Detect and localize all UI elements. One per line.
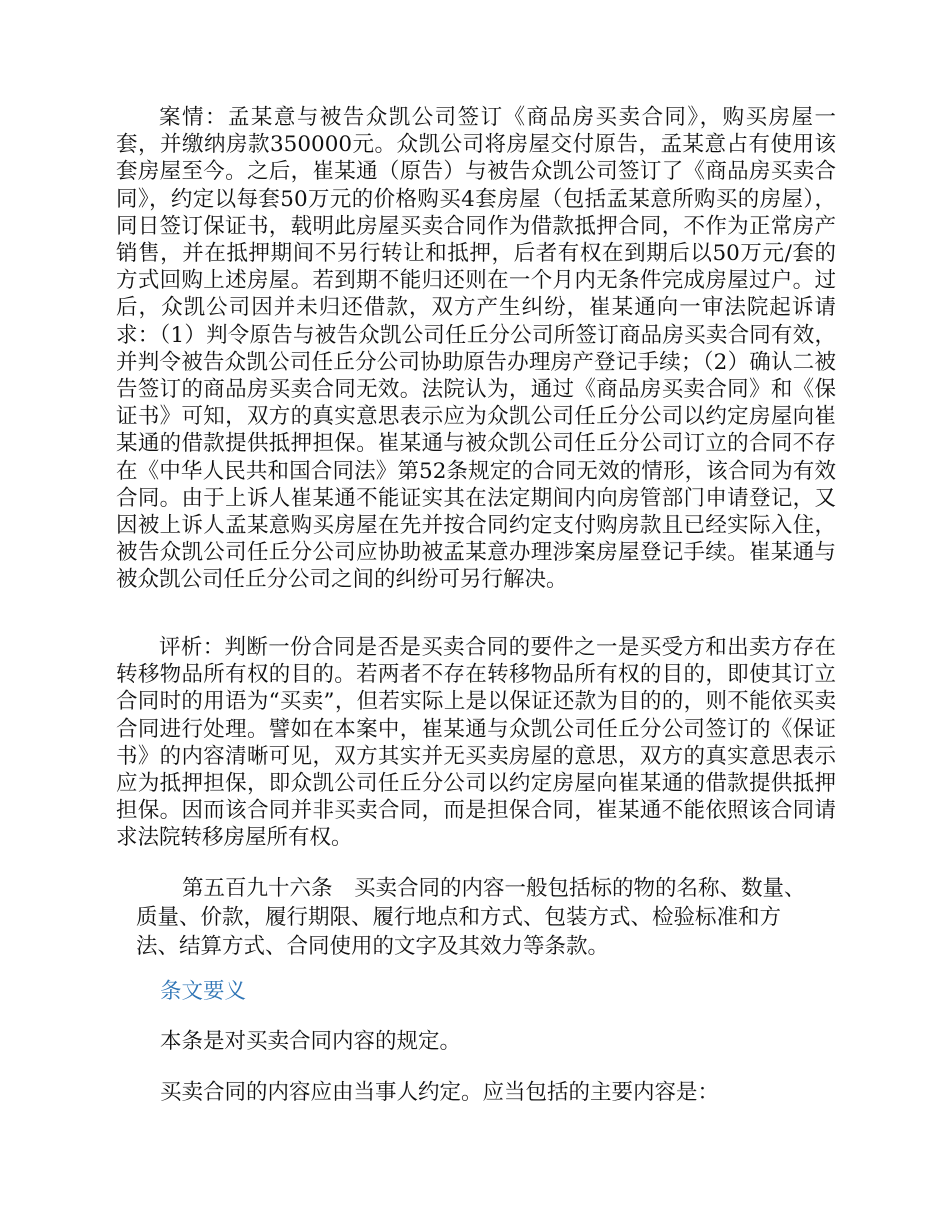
body-text-line: 买卖合同的内容应由当事人约定。应当包括的主要内容是： — [160, 1080, 720, 1105]
analysis-paragraph: 评析：判断一份合同是否是买卖合同的要件之一是买受方和出卖方存在转移物品所有权的目的。若两者不存在转移物品所有权的目的，即使其订立合同时的用语为“买卖”，但若实际上是以保证还款为目的的，则不能依买卖合同进行处理。譬如在本案中，崔某通与众凯公司任丘分公司签订的《保证书》的内容清晰可见，双方其实并无买卖房屋的意思，双方的真实意思表示应为抵押担保，即众凯公司任丘分公司以约定房屋向崔某通的借款提供抵押担保。因而该合同并非买卖合同，而是担保合同，崔某通不能依照该合同请求法院转移房屋所有权。 — [116, 635, 836, 851]
section-heading: 条文要义 — [160, 979, 247, 1004]
body-text-line: 本条是对买卖合同内容的规定。 — [160, 1029, 462, 1054]
case-paragraph: 案情：孟某意与被告众凯公司签订《商品房买卖合同》，购买房屋一套，并缴纳房款350000元。众凯公司将房屋交付原告，孟某意占有使用该套房屋至今。之后，崔某通（原告）与被告众凯公司签订了《商品房买卖合同》，约定以每套50万元的价格购买4套房屋（包括孟某意所购买的房屋），同日签订保证书，载明此房屋买卖合同作为借款抵押合同，不作为正常房产销售，并在抵押期间不另行转让和抵押，后者有权在到期后以50万元/套的方式回购上述房屋。若到期不能归还则在一个月内无条件完成房屋过户。过后，众凯公司因并未归还借款，双方产生纠纷，崔某通向一审法院起诉请求：（1）判令原告与被告众凯公司任丘分公司所签订商品房买卖合同有效，并判令被告众凯公司任丘分公司协助原告办理房产登记手续；（2）确认二被告签订的商品房买卖合同无效。法院认为，通过《商品房买卖合同》和《保证书》可知，双方的真实意思表示应为众凯公司任丘分公司以约定房屋向崔某通的借款提供抵押担保。崔某通与被众凯公司任丘分公司订立的合同不存在《中华人民共和国合同法》第52条规定的合同无效的情形，该合同为有效合同。由于上诉人崔某通不能证实其在法定期间内向房管部门申请登记，又因被上诉人孟某意购买房屋在先并按合同约定支付购房款且已经实际入住，被告众凯公司任丘分公司应协助被孟某意办理涉案房屋登记手续。崔某通与被众凯公司任丘分公司之间的纠纷可另行解决。 — [116, 105, 836, 593]
article-596-text: 第五百九十六条 买卖合同的内容一般包括标的物的名称、数量、质量、价款，履行期限、履行地点和方式、包装方式、检验标准和方法、结算方式、合同使用的文字及其效力等条款。 — [136, 876, 806, 959]
